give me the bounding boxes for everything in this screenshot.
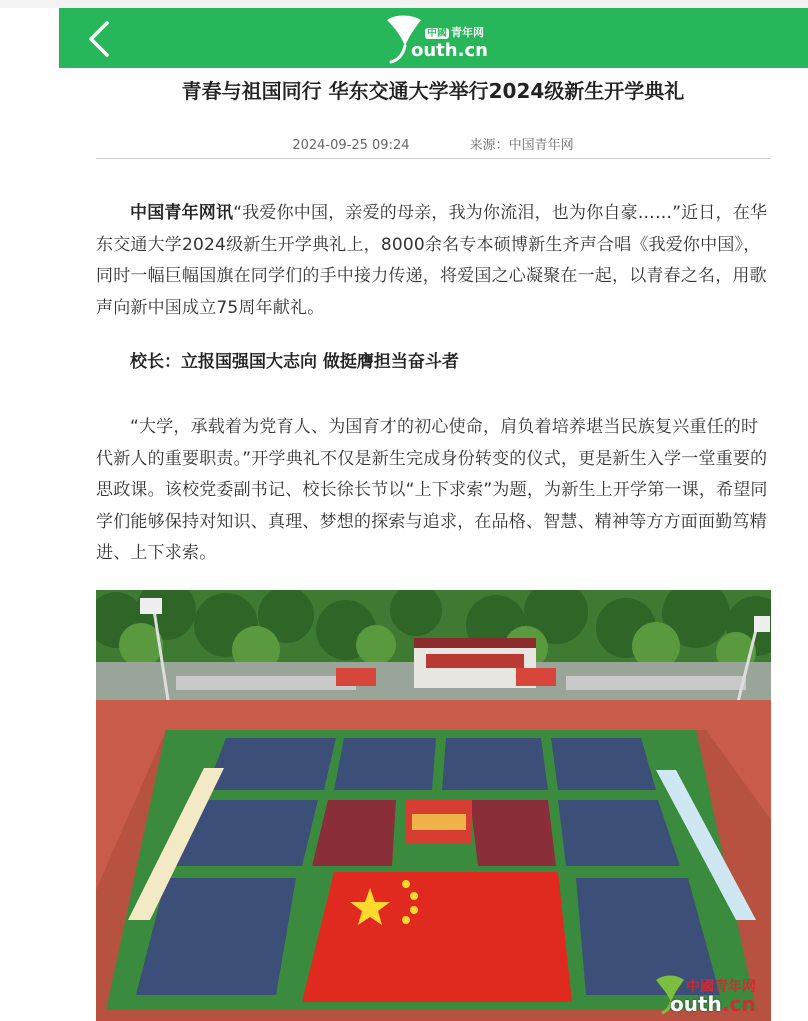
left-margin (0, 8, 59, 1021)
lead-text: “我爱你中国，亲爱的母亲，我为你流泪，也为你自豪……”近日，在华东交通大学2024级新生开学典礼上，8000余名专本硕博新生齐声合唱《我爱你中国》，同时一幅巨幅国旗在同学们的手中接力传递，将爱国之心凝聚在一起，以青春之名，用歌声向新中国成立75周年献礼。 (96, 203, 768, 318)
back-button[interactable] (83, 19, 119, 59)
chevron-left-icon (83, 19, 119, 59)
article-date: 2024-09-25 09:24 (292, 138, 410, 153)
youth-cn-logo[interactable] (381, 12, 491, 66)
lead-bold-source: 中国青年网讯 (130, 203, 234, 223)
logo-badge: 中國 (427, 28, 447, 39)
watermark-en (670, 992, 755, 1016)
watermark-en-suffix: .cn (721, 992, 756, 1016)
watermark-en-main: outh (670, 992, 722, 1016)
watermark-cn: 中國青年网 (686, 979, 756, 995)
app-header (59, 8, 808, 68)
article-meta (96, 134, 770, 153)
section-subhead: 校长：立报国强国大志向 做挺膺担当奋斗者 (130, 352, 459, 372)
logo-cn-label: 青年网 (451, 26, 484, 39)
meta-divider (96, 158, 771, 159)
logo-chinese-text (425, 24, 484, 40)
lead-paragraph (96, 198, 772, 324)
photo-watermark (654, 974, 770, 1018)
logo-english-text: outh.cn (411, 40, 488, 61)
body-paragraph: “大学，承载着为党育人、为国育才的初心使命，肩负着培养堪当民族复兴重任的时代新人的重要职责。”开学典礼不仅是新生完成身份转变的仪式，更是新生入学一堂重要的思政课。该校党委副书记、校长徐长节以“上下求索”为题，为新生上开学第一课，希望同学们能够保持对知识、真理、梦想的探索与追求，在品格、智慧、精神等方方面面勤笃精进、上下求索。 (96, 417, 768, 563)
article-title: 青春与祖国同行 华东交通大学举行2024级新生开学典礼 (181, 79, 685, 103)
ceremony-photo (96, 590, 771, 1021)
article-source: 来源：中国青年网 (469, 138, 574, 153)
browser-top-strip (0, 0, 808, 8)
